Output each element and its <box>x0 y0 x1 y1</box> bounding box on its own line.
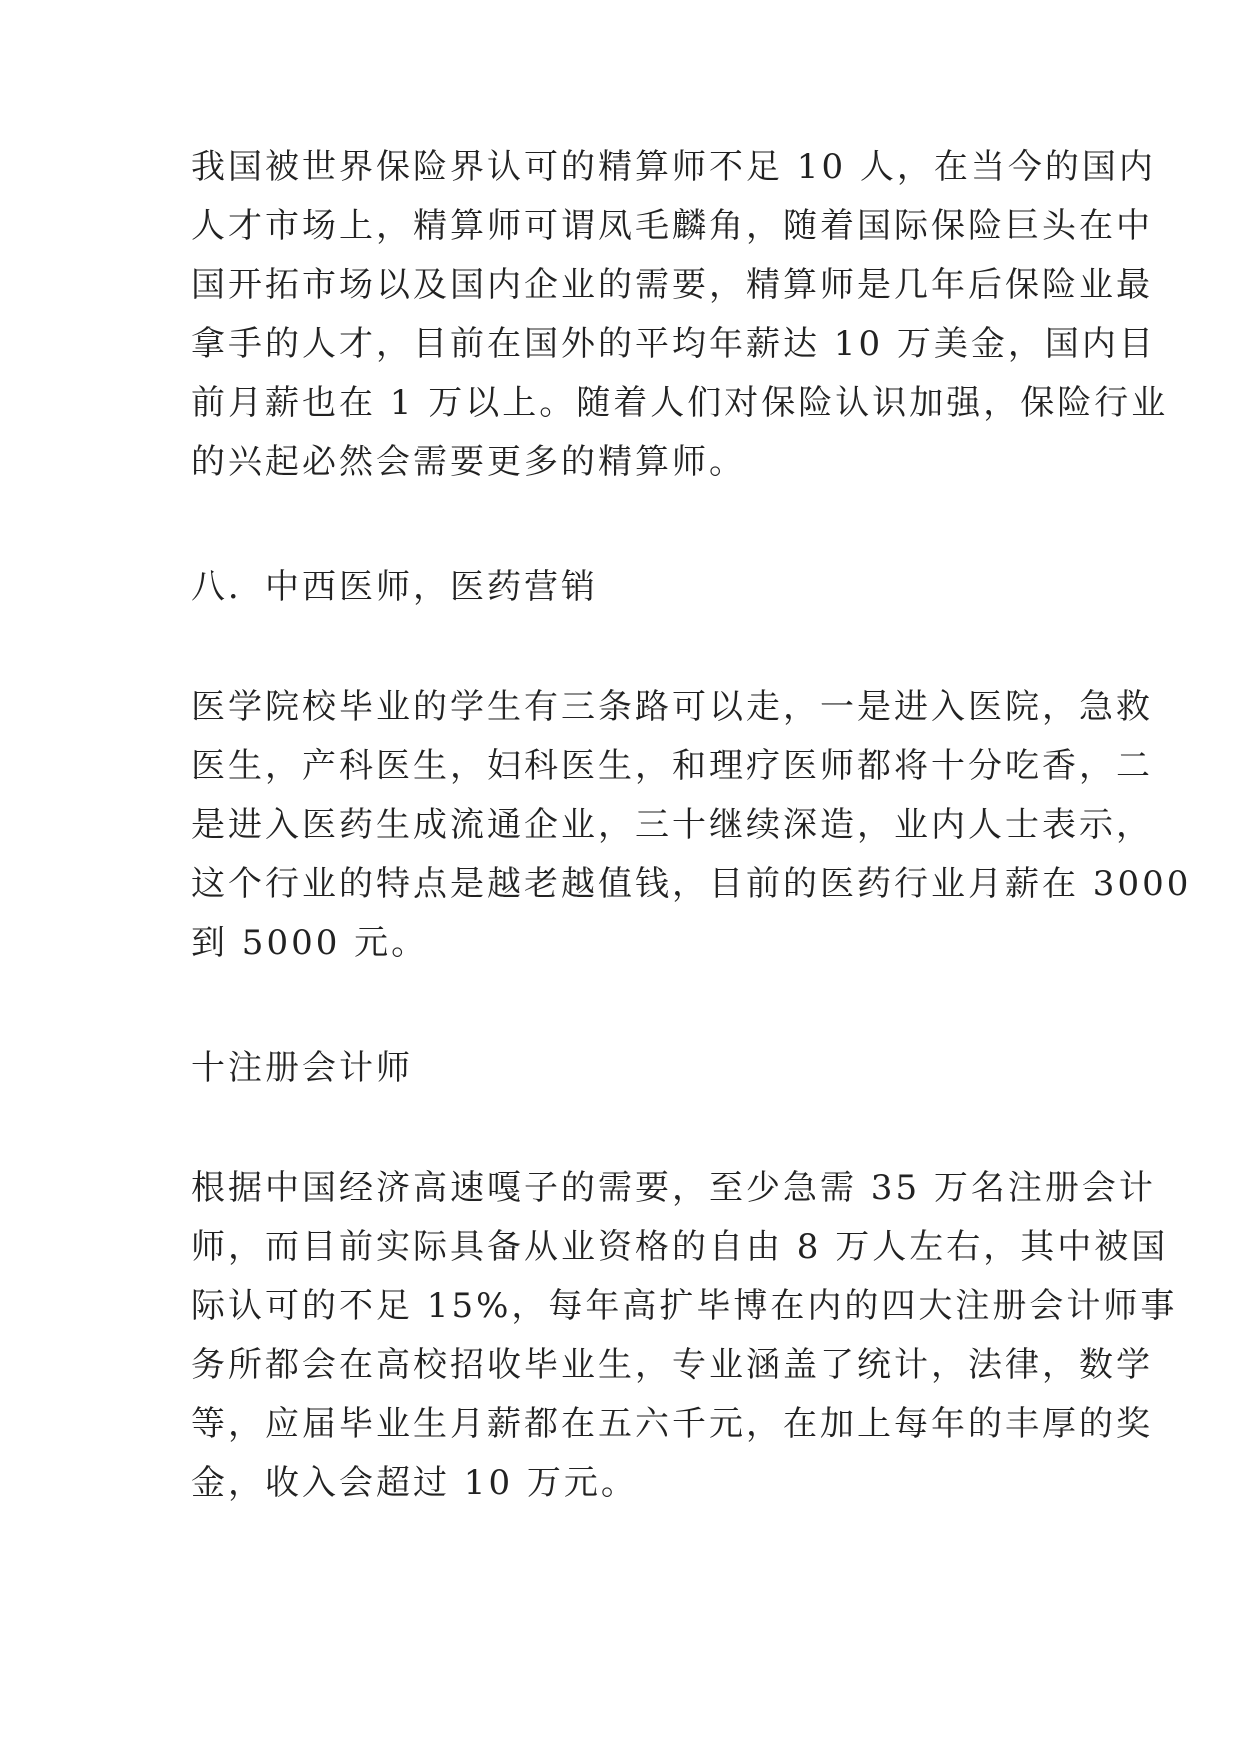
paragraph-accountant <box>191 1159 1178 1513</box>
paragraph-line: 的兴起必然会需要更多的精算师。 <box>191 442 746 482</box>
paragraph-line: 到 5000 元。 <box>191 923 429 963</box>
paragraph-line: 医学院校毕业的学生有三条路可以走，一是进入医院，急救 <box>191 687 1153 727</box>
paragraph-line: 是进入医药生成流通企业，三十继续深造，业内人士表示， <box>191 805 1153 845</box>
paragraph-line: 我国被世界保险界认可的精算师不足 10 人，在当今的国内 <box>191 147 1156 187</box>
paragraph-line: 医生，产科医生，妇科医生，和理疗医师都将十分吃香，二 <box>191 746 1153 786</box>
paragraph-actuary <box>191 138 1169 492</box>
paragraph-line: 金，收入会超过 10 万元。 <box>191 1463 638 1503</box>
paragraph-doctor <box>191 678 1192 973</box>
paragraph-line: 际认可的不足 15%，每年高扩毕博在内的四大注册会计师事 <box>191 1286 1178 1326</box>
section-heading: 十注册会计师 <box>191 1048 413 1088</box>
paragraph-line: 前月薪也在 1 万以上。随着人们对保险认识加强，保险行业 <box>191 383 1169 423</box>
heading-accountant <box>191 1039 1059 1098</box>
paragraph-line: 拿手的人才，目前在国外的平均年薪达 10 万美金，国内目 <box>191 324 1156 364</box>
paragraph-line: 国开拓市场以及国内企业的需要，精算师是几年后保险业最 <box>191 265 1153 305</box>
paragraph-line: 根据中国经济高速嘎子的需要，至少急需 35 万名注册会计 <box>191 1168 1156 1208</box>
heading-doctor <box>191 558 1059 617</box>
paragraph-line: 务所都会在高校招收毕业生，专业涵盖了统计，法律，数学 <box>191 1345 1153 1385</box>
paragraph-line: 这个行业的特点是越老越值钱，目前的医药行业月薪在 3000 <box>191 864 1192 904</box>
paragraph-line: 等，应届毕业生月薪都在五六千元，在加上每年的丰厚的奖 <box>191 1404 1153 1444</box>
paragraph-line: 人才市场上，精算师可谓凤毛麟角，随着国际保险巨头在中 <box>191 206 1153 246</box>
section-heading: 八．中西医师，医药营销 <box>191 567 598 607</box>
paragraph-line: 师，而目前实际具备从业资格的自由 8 万人左右，其中被国 <box>191 1227 1169 1267</box>
